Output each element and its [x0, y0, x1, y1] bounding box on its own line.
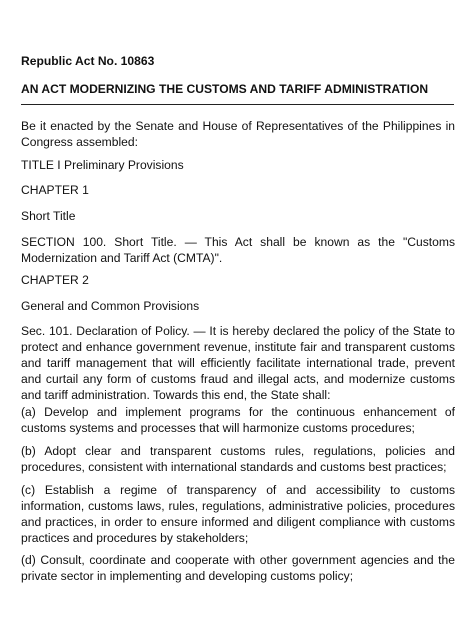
section-101: Sec. 101. Declaration of Policy. — It is hereby declared the policy of the State to protect and enhance government revenue, institute fair and transparent customs and tariff management that will efficiently facilitate international trade, prevent and curtail any form of customs fraud and illegal acts, and modernize customs and tariff administration. Towards this end, the State shall:: [21, 324, 455, 402]
clause-c: (c) Establish a regime of transparency of and accessibility to customs information, customs laws, rules, regulations, administrative policies, procedures and practices, in order to ensure informed and diligent compliance with customs practices and procedures by stakeholders;: [21, 483, 455, 545]
chapter-1-title: Short Title: [21, 209, 76, 223]
chapter-2-title: General and Common Provisions: [21, 299, 200, 313]
clause-d: (d) Consult, coordinate and cooperate with other government agencies and the private sector in implementing and developing customs policy;: [21, 553, 455, 583]
title-heading: TITLE I Preliminary Provisions: [21, 158, 184, 172]
chapter-2-heading: CHAPTER 2: [21, 273, 89, 287]
section-100: SECTION 100. Short Title. — This Act shall be known as the "Customs Modernization and Tariff Act (CMTA)".: [21, 235, 455, 265]
act-title: AN ACT MODERNIZING THE CUSTOMS AND TARIFF ADMINISTRATION: [21, 82, 429, 96]
chapter-1-heading: CHAPTER 1: [21, 183, 89, 197]
enacting-clause: Be it enacted by the Senate and House of Representatives of the Philippines in Congress assembled:: [21, 119, 455, 149]
title-divider: [21, 104, 454, 105]
clause-b: (b) Adopt clear and transparent customs rules, regulations, policies and procedures, consistent with international standards and customs best practices;: [21, 444, 455, 474]
act-number: Republic Act No. 10863: [21, 54, 155, 68]
clause-a: (a) Develop and implement programs for the continuous enhancement of customs systems and processes that will harmonize customs procedures;: [21, 405, 455, 435]
